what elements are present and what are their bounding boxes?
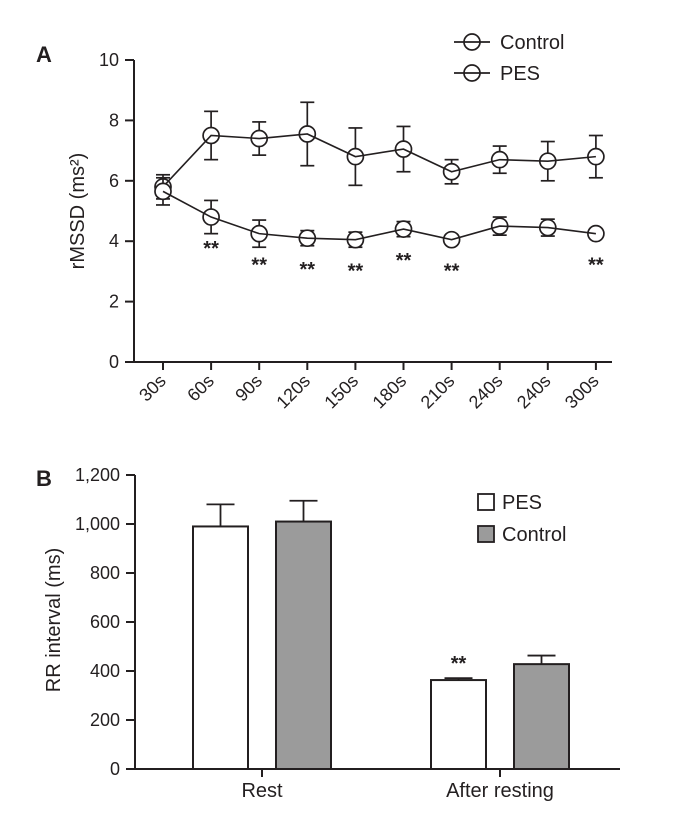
- legend-item-control: [478, 524, 566, 546]
- panel-b-legend: [478, 492, 566, 546]
- panel-a-plot-area: [99, 50, 612, 412]
- legend-label-pes: PES: [502, 492, 543, 514]
- x-tick-label: 120s: [272, 370, 315, 413]
- y-tick-label: 1,200: [74, 465, 120, 485]
- y-tick-label: 0: [108, 352, 119, 372]
- bar-control-rest: [276, 522, 331, 769]
- panel-a-y-axis-title: rMSSD (ms²): [67, 152, 89, 270]
- panel-b-y-axis-title: RR interval (ms): [43, 547, 65, 693]
- series-pes: [155, 178, 604, 283]
- y-tick-label: 400: [89, 661, 120, 681]
- panel-b-plot-area: [75, 465, 620, 802]
- x-tick-label: 150s: [320, 370, 363, 413]
- series-line-control: [163, 134, 596, 187]
- significance-marker: **: [299, 259, 316, 282]
- legend-label-control: Control: [500, 32, 565, 54]
- x-tick-label: 300s: [560, 370, 603, 413]
- bar-control-after-resting: [514, 664, 569, 769]
- significance-marker: **: [347, 260, 364, 283]
- legend-square-white-icon: [478, 494, 494, 510]
- series-control: [155, 102, 604, 199]
- x-tick-label: 180s: [368, 370, 411, 413]
- y-tick-label: 10: [98, 50, 119, 70]
- panel-a-letter: A: [36, 42, 52, 67]
- legend-label-pes: PES: [500, 63, 541, 85]
- significance-marker: **: [251, 254, 267, 277]
- x-tick-label: 240s: [512, 370, 555, 413]
- x-tick-label: 240s: [464, 370, 507, 413]
- x-tick-label: Rest: [241, 780, 283, 802]
- legend-label-control: Control: [502, 524, 567, 546]
- panel-b-bar-chart: [0, 460, 700, 818]
- series-line-pes: [163, 191, 596, 239]
- x-tick-label: After resting: [446, 780, 554, 802]
- y-tick-label: 1,000: [74, 514, 120, 534]
- series-pes: [193, 504, 486, 769]
- x-tick-label: 60s: [183, 370, 218, 406]
- y-tick-label: 4: [108, 231, 119, 252]
- y-tick-label: 800: [89, 563, 120, 583]
- significance-marker: **: [450, 653, 467, 676]
- y-tick-label: 8: [108, 110, 119, 131]
- panel-a-legend: [454, 32, 564, 85]
- x-tick-label: 210s: [416, 370, 459, 413]
- y-tick-label: 600: [89, 612, 120, 632]
- panel-b-letter: B: [36, 466, 52, 491]
- significance-marker: **: [443, 260, 460, 283]
- significance-marker: **: [588, 254, 604, 277]
- legend-item-control: [454, 32, 564, 54]
- significance-marker: **: [203, 238, 219, 261]
- x-tick-label: 90s: [231, 370, 267, 406]
- significance-marker: **: [395, 250, 412, 273]
- y-tick-label: 0: [109, 759, 120, 779]
- legend-square-gray-icon: [478, 526, 494, 542]
- legend-item-pes: [454, 63, 540, 85]
- y-tick-label: 2: [108, 291, 119, 312]
- bar-pes-rest: [193, 526, 248, 769]
- bar-pes-after-resting: [431, 680, 486, 769]
- y-tick-label: 6: [108, 170, 119, 191]
- x-tick-label: 30s: [135, 370, 170, 406]
- y-tick-label: 200: [89, 710, 120, 730]
- legend-item-pes: [478, 492, 542, 514]
